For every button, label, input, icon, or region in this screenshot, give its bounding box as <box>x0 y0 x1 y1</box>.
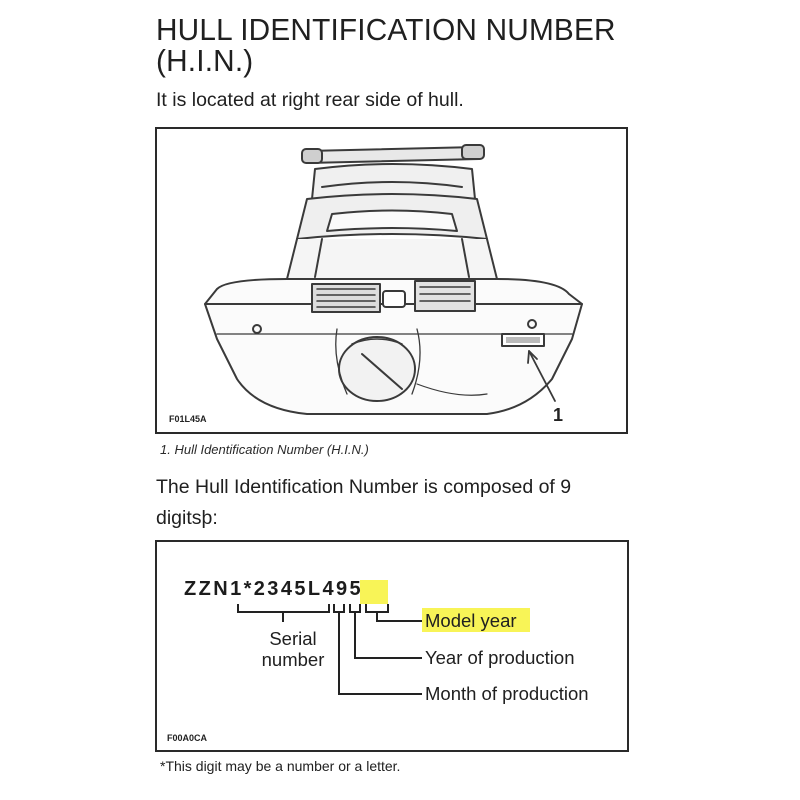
hin-bracket-lines <box>157 542 627 750</box>
serial-number-label <box>253 628 333 670</box>
hull-illustration-figure <box>155 127 628 434</box>
figure-code: F01L45A <box>169 414 207 424</box>
figure-code: F00A0CA <box>167 733 208 743</box>
footnote: *This digit may be a number or a letter. <box>160 758 401 774</box>
title-line-1: HULL IDENTIFICATION NUMBER <box>156 12 616 47</box>
month-of-production-label: Month of production <box>425 683 589 704</box>
year-of-production-label: Year of production <box>425 647 575 668</box>
hin-description: The Hull Identification Number is composed of 9 digitsþ: <box>156 476 572 529</box>
callout-number: 1 <box>553 405 564 425</box>
title-line-2: (H.I.N.) <box>156 43 254 78</box>
figure-caption: 1. Hull Identification Number (H.I.N.) <box>160 442 369 457</box>
hin-example: ZZN1*2345L495 <box>184 578 364 600</box>
serial-label-line-1: Serial <box>269 628 317 649</box>
model-year-label: Model year <box>425 610 517 631</box>
page-title <box>156 14 655 76</box>
hin-breakdown-figure <box>155 540 629 752</box>
watercraft-rear-view-drawing <box>157 129 626 432</box>
location-subtitle: It is located at right rear side of hull. <box>156 89 464 111</box>
serial-label-line-2: number <box>261 649 325 670</box>
